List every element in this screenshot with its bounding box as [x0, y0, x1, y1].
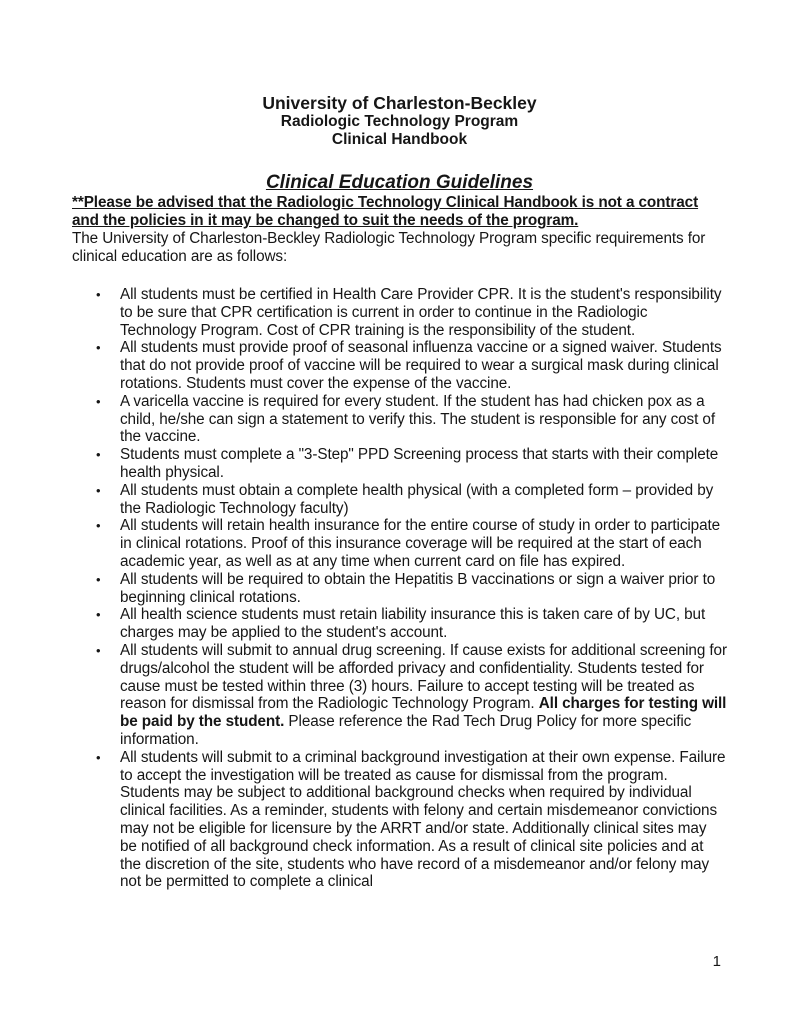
list-item-text: Students must complete a "3-Step" PPD Screening process that starts with their complete health physical. [120, 446, 719, 481]
bullet-icon: • [96, 447, 101, 463]
section-title: Clinical Education Guidelines [265, 172, 534, 193]
document-header [72, 93, 727, 149]
university-title: University of Charleston-Beckley [262, 93, 537, 113]
bullet-icon: • [96, 607, 101, 623]
program-title: Radiologic Technology Program [280, 113, 519, 130]
list-item-text: All students must obtain a complete health physical (with a completed form – provided by the Radiologic Technology faculty) [120, 481, 714, 517]
bullet-icon: • [96, 642, 101, 658]
bullet-icon: • [96, 749, 101, 765]
list-item-text: All students will submit to annual drug screening. If cause exists for additional screening for drugs/alcohol the student will be afforded privacy and confidentiality. Students tested for cause must be tested within three (3) hours. Failure to accept testing will be treated as reason for dismissal from the Radiologic Technology Program. All charges for testing will be paid by the student. Please reference the Rad Tech Drug Policy for more specific information. [120, 641, 727, 748]
bullet-icon: • [96, 571, 101, 587]
page-number: 1 [712, 953, 721, 970]
list-item-ppd [72, 446, 727, 482]
list-item-text: All students must be certified in Health Care Provider CPR. It is the student's responsibility to be sure that CPR certification is current in order to continue in the Radiologic Technology Program. Cost of CPR training is the responsibility of the student. [120, 286, 722, 339]
bullet-icon: • [96, 340, 101, 356]
bullet-icon: • [96, 518, 101, 534]
list-item-text: All students must provide proof of seasonal influenza vaccine or a signed waiver. Students that do not provide proof of vaccine will be required to wear a surgical mask during clinical rotations. Students must cover the expense of the vaccine. [120, 339, 722, 392]
list-item-health-insurance [72, 517, 727, 570]
list-item-text: All students will be required to obtain the Hepatitis B vaccinations or sign a waiver prior to beginning clinical rotations. [120, 570, 716, 606]
guidelines-list [72, 286, 727, 891]
bullet-icon: • [96, 287, 101, 302]
notice-text: **Please be advised that the Radiologic Technology Clinical Handbook is not a contract and the policies in it may be changed to suit the needs of the program. [72, 194, 699, 229]
list-item-health-physical [72, 482, 727, 518]
list-item-influenza [72, 339, 727, 392]
list-item-text: All students will retain health insurance for the entire course of study in order to participate in clinical rotations. Proof of this insurance coverage will be required at the start of each academic year, as well as at any time when current card on file has expired. [120, 517, 721, 570]
bullet-icon: • [96, 482, 101, 498]
list-item-text: A varicella vaccine is required for every student. If the student has had chicken pox as a child, he/she can sign a statement to verify this. The student is responsible for any cost of the vaccine. [120, 392, 715, 446]
list-item-hepatitis-b [72, 571, 727, 607]
list-item-background-check [72, 749, 727, 891]
list-item-varicella [72, 393, 727, 446]
intro-text: The University of Charleston-Beckley Radiologic Technology Program specific requirements for clinical education are as follows: [72, 230, 706, 265]
list-item-text: All students will submit to a criminal background investigation at their own expense. Failure to accept the investigation will be treated as cause for dismissal from the program. Students may be subject to additional background checks when required by individual clinical facilities. As a reminder, students with felony and certain misdemeanor convictions may not be eligible for licensure by the ARRT and/or state. Additionally clinical sites may be notified of all background check information. As a result of clinical site policies and at the discretion of the site, students who have record of a misdemeanor and/or felony may not be permitted to complete a clinical [120, 748, 726, 891]
section-title-row [72, 172, 727, 193]
list-item-text: All health science students must retain liability insurance this is taken care of by UC, but charges may be applied to the student's account. [120, 606, 706, 642]
list-item-liability-insurance [72, 606, 727, 642]
bullet-icon: • [96, 393, 101, 409]
list-item-cpr [72, 286, 727, 339]
handbook-title: Clinical Handbook [331, 131, 468, 148]
list-item-drug-screening [72, 642, 727, 749]
